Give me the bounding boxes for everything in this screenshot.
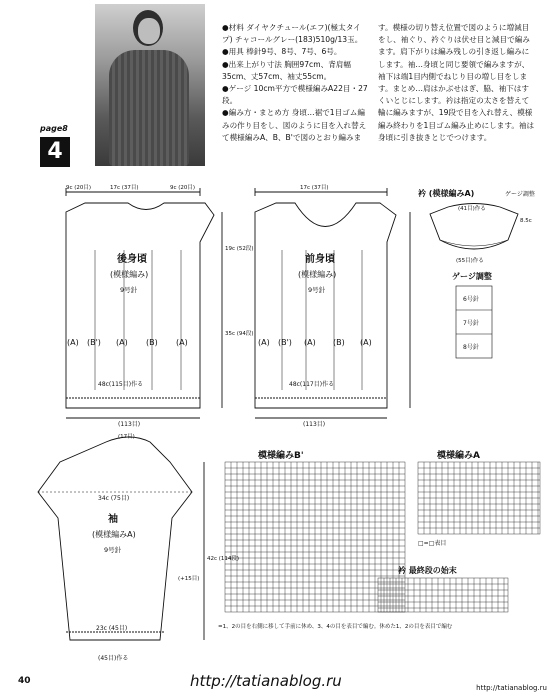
watermark-url-small[interactable]: http://tatianablog.ru	[476, 684, 547, 692]
page-number: 40	[18, 676, 31, 686]
sleeve-title: 袖	[108, 514, 118, 525]
chart-a-title: 模様編みA	[437, 451, 480, 461]
sleeve-pattern: (模様編みA)	[92, 530, 136, 539]
meas-sleeve-length: 42c (114段)	[207, 556, 240, 562]
meas-back-top-right: 9c (20目)	[170, 185, 196, 191]
meas-armhole: 19c (52段)	[225, 246, 254, 252]
meas-collar-side: 8.5c	[520, 218, 532, 224]
front-col-label-4: (B)	[333, 338, 345, 347]
meas-sleeve-width: 34c (75目)	[98, 495, 130, 502]
gauge-row-3: 8号針	[463, 344, 479, 351]
meas-sleeve-hem: (45目)作る	[98, 655, 129, 662]
back-col-label-4: (B)	[146, 338, 158, 347]
meas-sleeve-top: (17目)	[118, 434, 135, 440]
chart-collar-end	[378, 578, 508, 612]
meas-collar-top: (41目)作る	[458, 206, 486, 212]
pattern-number: 4	[40, 137, 70, 167]
collar-note: ゲージ調整	[505, 191, 535, 198]
meas-front-width: (113目)	[303, 421, 326, 428]
front-title: 前身頃	[305, 254, 335, 265]
legend-cross: =1、2の目を右側に移して手前に休め、3、4の目を表目で編む。休めた1、2の目を表目で編む	[218, 624, 453, 630]
chart-b-prime-title: 模様編みB'	[258, 451, 304, 461]
back-needle: 9号針	[120, 286, 138, 294]
back-pattern: (模様編み)	[110, 270, 149, 279]
front-pattern: (模様編み)	[298, 270, 337, 279]
spec-size: ●出来上がり寸法 胸囲97cm、背肩幅35cm、丈57cm、袖丈55cm。	[222, 59, 351, 81]
meas-back-width: (113目)	[118, 421, 141, 428]
gauge-row-2: 7号針	[463, 320, 479, 327]
meas-body-length: 35c (94段)	[225, 331, 254, 337]
chart-a	[418, 462, 540, 534]
watermark-url[interactable]: http://tatianablog.ru	[190, 672, 342, 690]
spec-tools: ●用具 棒針9号、8号、7号、6号。	[222, 47, 342, 57]
meas-back-hem: 48c(115目)作る	[98, 381, 144, 388]
meas-rib-side: (+15目)	[178, 576, 200, 582]
instructions-text: す。模様の切り替え位置で図のように増減目をし、袖ぐり、衿ぐりは伏せ目と減目で編みます。肩下がりは編み残しの引き返し編みにします。袖…身頃と同じ要領で編みますが、袖下は端1目内側でねじり目の増し目をします。まとめ…肩はかぶせはぎ、脇、袖下はすくいとじにします。衿は指定の太さを替えて輪に編みますが、19段で目を入れ替え、模様編み終わりを1目ゴム編み止めにします。袖は身頃に引き抜きとじでつけます。	[378, 23, 535, 142]
back-col-label-1: (A)	[67, 338, 79, 347]
front-needle: 9号針	[308, 286, 326, 294]
sleeve-needle: 9号針	[104, 546, 122, 554]
gauge-table-title: ゲージ調整	[452, 272, 492, 281]
front-col-label-2: (B')	[278, 338, 292, 347]
back-col-label-5: (A)	[176, 338, 188, 347]
spec-method: ●編み方・まとめ方 身頃…裾で1目ゴム編みの作り目をし、図のように目を入れ替えて模様編みA、B、B'で図のとおり編みま	[222, 108, 367, 142]
meas-back-top-left: 9c (20目)	[66, 185, 92, 191]
page-tag: page8	[40, 124, 68, 133]
front-col-label-5: (A)	[360, 338, 372, 347]
back-col-label-2: (B')	[87, 338, 101, 347]
back-body-outline	[66, 203, 214, 408]
legend-knit: □=□表目	[418, 540, 447, 547]
spec-gauge: ●ゲージ 10cm平方で模様編みA22目・27段。	[222, 84, 368, 106]
gauge-row-1: 6号針	[463, 296, 479, 303]
collar-title: 衿 (模様編みA)	[418, 189, 475, 198]
back-title: 後身頃	[117, 254, 147, 265]
meas-collar-bottom: (55目)作る	[456, 258, 484, 264]
back-col-label-3: (A)	[116, 338, 128, 347]
meas-front-top-mid: 17c (37目)	[300, 185, 329, 191]
meas-sleeve-cuff: 23c (45目)	[96, 625, 128, 632]
meas-back-top-mid: 17c (37目)	[110, 185, 139, 191]
spec-material: ●材料 ダイヤクチュール(エフ)(極太タイプ) チャコールグレー(183)510g/13玉。	[222, 23, 363, 45]
page-footer	[0, 670, 553, 699]
meas-front-hem: 48c(117目)作る	[289, 381, 335, 388]
front-col-label-3: (A)	[304, 338, 316, 347]
front-body-outline	[255, 203, 396, 408]
front-col-label-1: (A)	[258, 338, 270, 347]
chart-collar-end-title: 衿 最終段の始末	[398, 566, 457, 575]
